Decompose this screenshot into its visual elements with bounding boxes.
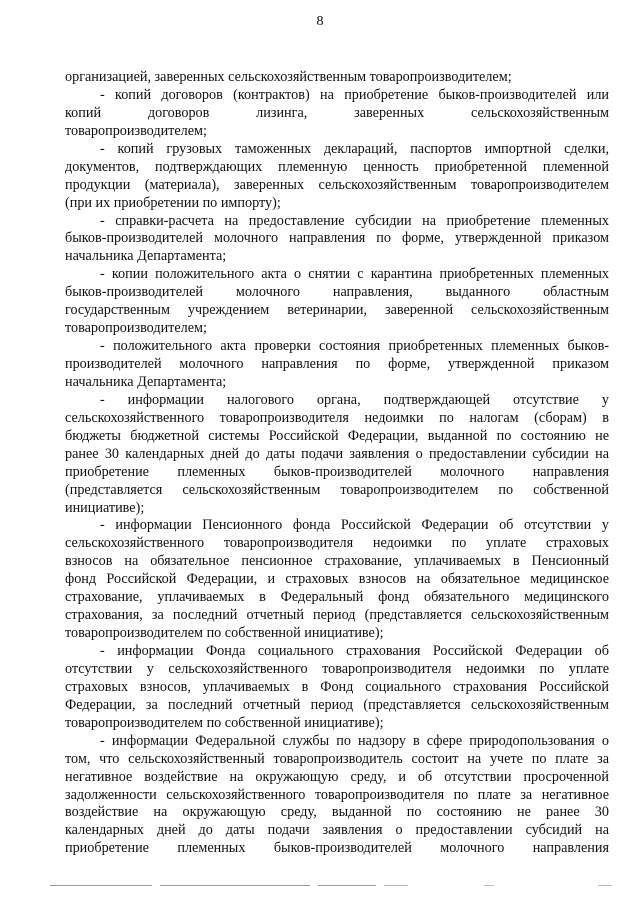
footer-rule <box>318 885 376 886</box>
text-line: бюджеты бюджетной системы Российской Федерации, выданной по состоянию не <box>65 427 609 444</box>
text-line: календарных дней до даты подачи заявления о предоставлении субсидий на <box>65 822 609 839</box>
text-line: - информации Пенсионного фонда Российской Федерации об отсутствии у <box>100 517 609 534</box>
text-line: взносов на обязательное пенсионное страхование, уплачиваемых в Пенсионный <box>65 553 609 570</box>
text-line: Федерации, за последний отчетный период (представляется сельскохозяйственным <box>65 696 609 713</box>
footer-rule <box>160 885 310 886</box>
text-line: сельскохозяйственного товаропроизводителя недоимки по налогам (сборам) в <box>65 409 609 426</box>
text-line: производителей молочного направления по форме, утвержденной приказом <box>65 356 609 372</box>
footer-rule <box>384 885 408 886</box>
text-line: - информации Фонда социального страхования Российской Федерации об <box>100 643 609 659</box>
page-number: 8 <box>316 14 324 29</box>
text-line: инициативе); <box>65 499 145 516</box>
text-line: быков-производителей молочного направления, выданного областным <box>65 284 609 301</box>
text-line: начальника Департамента; <box>65 373 227 390</box>
text-line: ранее 30 календарных дней до даты подачи заявления о предоставлении субсидии на <box>65 445 609 462</box>
text-line: товаропроизводителем по собственной инициативе); <box>65 714 384 731</box>
text-line: - информации Федеральной службы по надзору в сфере природопользования о <box>100 732 609 749</box>
text-line: товаропроизводителем; <box>65 320 207 337</box>
text-line: документов, подтверждающих племенную ценность приобретенной племенной <box>65 158 609 175</box>
text-line: товаропроизводителем; <box>65 122 207 139</box>
text-line: государственным учреждением ветеринарии, заверенной сельскохозяйственным <box>65 302 609 319</box>
text-line: негативное воздействие на окружающую среду, и об отсутствии просроченной <box>65 768 609 785</box>
footer-rule <box>484 885 494 886</box>
text-line: копий договоров лизинга, заверенных сельскохозяйственным <box>65 104 609 121</box>
text-line: страхование, уплачиваемых в Федеральный фонд обязательного медицинского <box>65 589 609 606</box>
text-line: начальника Департамента; <box>65 248 227 265</box>
document-body <box>65 69 609 858</box>
text-line: - копий договоров (контрактов) на приобретение быков-производителей или <box>100 86 609 103</box>
text-line: сельскохозяйственного товаропроизводителя недоимки по уплате страховых <box>65 535 609 552</box>
text-line: том, что сельскохозяйственный товаропроизводитель состоит на учете по плате за <box>65 750 609 767</box>
text-line: - справки-расчета на предоставление субсидии на приобретение племенных <box>100 212 609 229</box>
text-line: быков-производителей молочного направления по форме, утвержденной приказом <box>65 230 609 247</box>
text-line: - информации налогового органа, подтверждающей отсутствие у <box>100 391 609 408</box>
text-line: фонд Российской Федерации, и страховых взносов на обязательное медицинское <box>65 571 609 588</box>
text-line: организацией, заверенных сельскохозяйственным товаропроизводителем; <box>65 69 512 85</box>
text-line: страховых взносов, уплачиваемых в Фонд социального страхования Российской <box>65 678 609 695</box>
text-line: воздействие на окружающую среду, выданной по состоянию не ранее 30 <box>65 804 609 821</box>
footer-rule <box>50 885 152 886</box>
text-line: (при их приобретении по импорту); <box>65 194 281 211</box>
text-line: - копии положительного акта о снятии с карантина приобретенных племенных <box>100 266 609 283</box>
text-line: (представляется сельскохозяйственным товаропроизводителем по собственной <box>65 481 609 498</box>
text-line: отсутствии у сельскохозяйственного товаропроизводителя недоимки по уплате <box>65 660 609 677</box>
text-line: - копий грузовых таможенных деклараций, паспортов импортной сделки, <box>100 140 609 157</box>
text-line: товаропроизводителем по собственной инициативе); <box>65 625 384 642</box>
footer-rule <box>598 885 612 886</box>
text-line: приобретение племенных быков-производителей молочного направления <box>65 840 609 857</box>
text-line: приобретение племенных быков-производителей молочного направления <box>65 463 609 480</box>
text-line: - положительного акта проверки состояния приобретенных племенных быков- <box>100 338 609 355</box>
text-line: задолженности сельскохозяйственного товаропроизводителя по плате за негативное <box>65 786 609 803</box>
text-line: страхования, за последний отчетный период (представляется сельскохозяйственным <box>65 607 609 624</box>
text-line: продукции (материала), заверенных сельскохозяйственным товаропроизводителем <box>65 176 609 193</box>
